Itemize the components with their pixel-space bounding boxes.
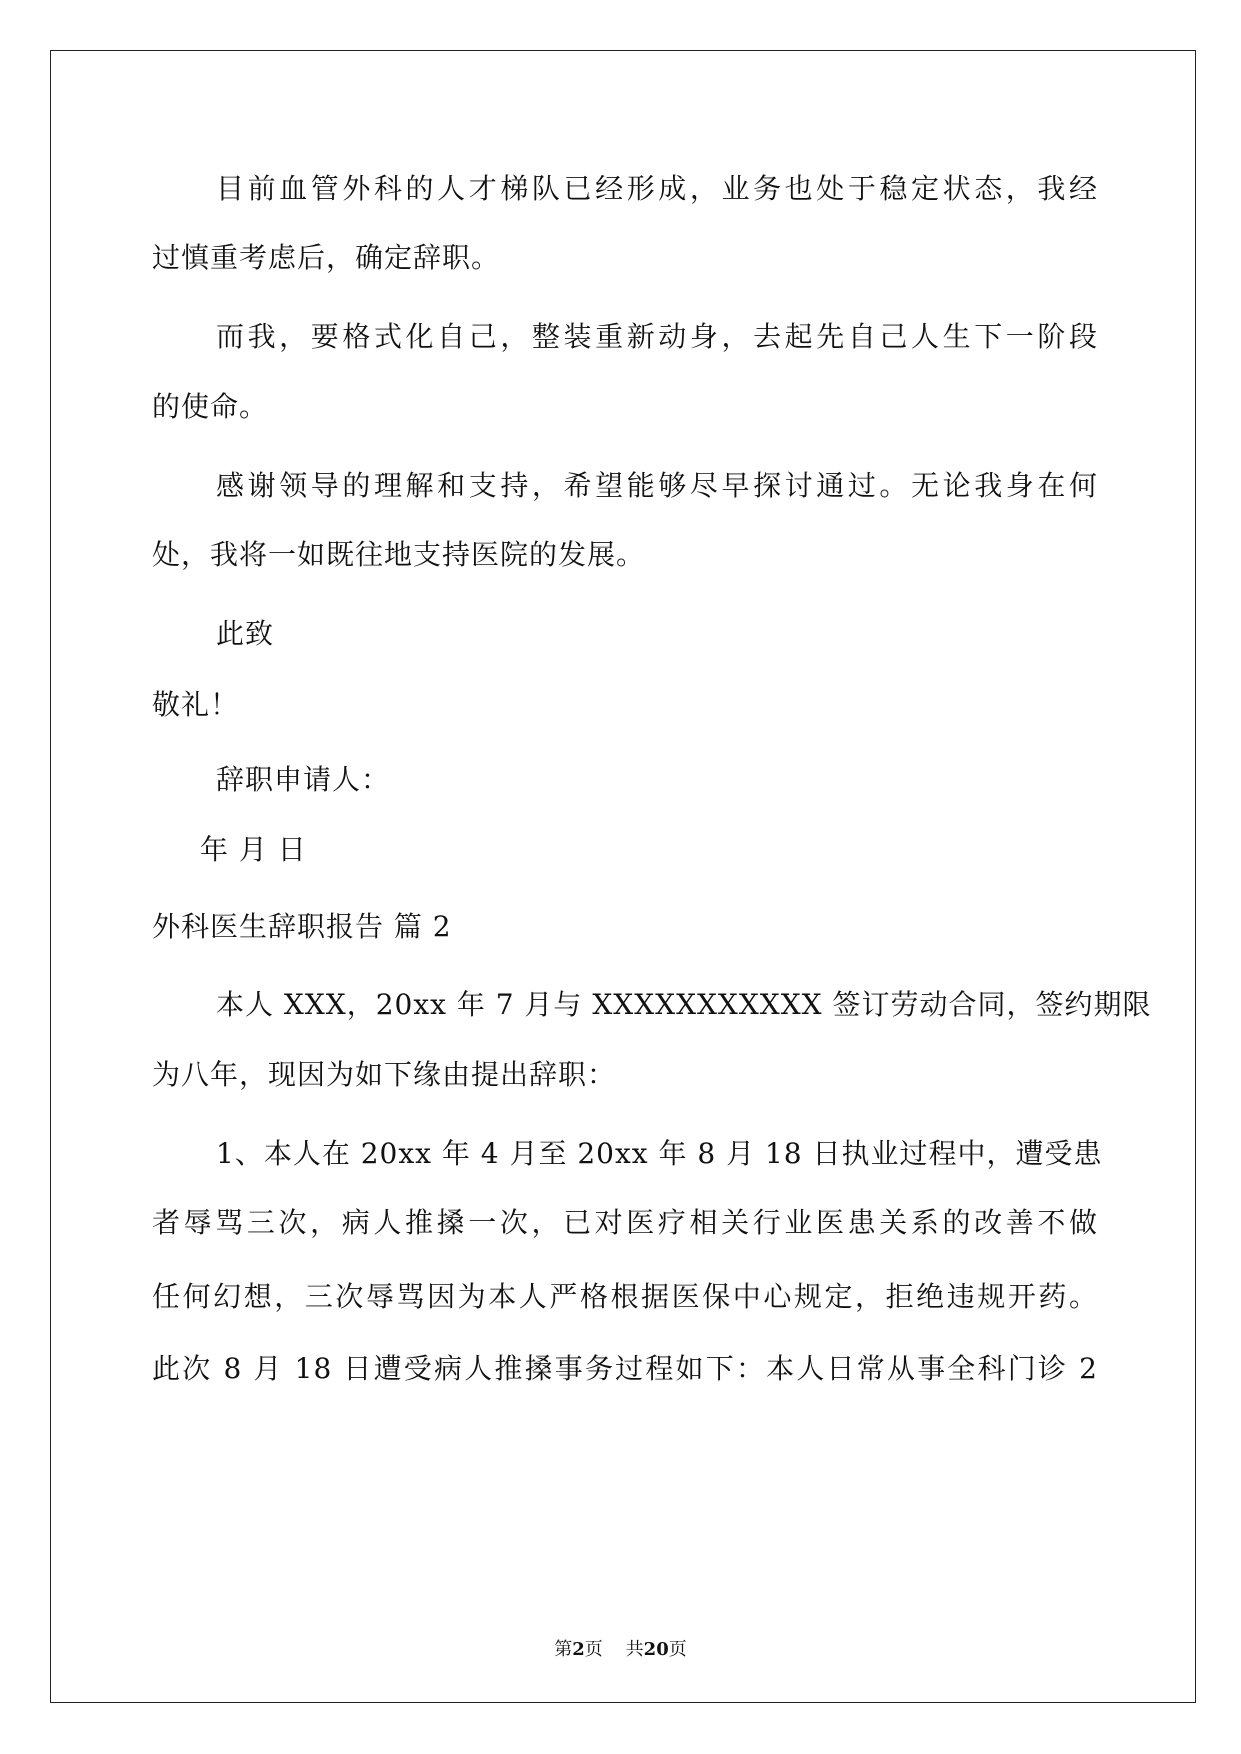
paragraph-line: 本人 XXX，20xx 年 7 月与 XXXXXXXXXXX 签订劳动合同，签约期限 (216, 988, 1152, 1021)
closing-line: 此致 (216, 617, 275, 650)
paragraph-line: 目前血管外科的人才梯队已经形成，业务也处于稳定状态，我经 (216, 172, 1098, 205)
paragraph-line: 过慎重考虑后，确定辞职。 (152, 241, 501, 274)
total-prefix: 共 (625, 1639, 644, 1660)
paragraph-line: 为八年，现因为如下缘由提出辞职： (152, 1058, 617, 1091)
paragraph-line: 此次 8 月 18 日遭受病人推搡事务过程如下：本人日常从事全科门诊 2 (152, 1352, 1098, 1385)
signature-line: 辞职申请人： (216, 763, 391, 796)
paragraph-line: 感谢领导的理解和支持，希望能够尽早探讨通过。无论我身在何 (216, 469, 1098, 502)
total-pages: 20 (643, 1639, 669, 1660)
page-number: 2 (572, 1639, 585, 1660)
page-suffix: 页 (584, 1639, 603, 1660)
page-prefix: 第 (554, 1639, 573, 1660)
date-line: 年 月 日 (200, 833, 307, 866)
page-border (50, 50, 1196, 1703)
total-suffix: 页 (668, 1639, 687, 1660)
paragraph-line: 者辱骂三次，病人推搡一次，已对医疗相关行业医患关系的改善不做 (152, 1206, 1098, 1239)
paragraph-line: 的使命。 (152, 390, 269, 423)
paragraph-line: 任何幻想，三次辱骂因为本人严格根据医保中心规定，拒绝违规开药。 (152, 1280, 1098, 1313)
paragraph-line: 1、本人在 20xx 年 4 月至 20xx 年 8 月 18 日执业过程中，遭受患 (216, 1137, 1103, 1170)
page-footer (0, 1635, 1241, 1661)
section-heading: 外科医生辞职报告 篇 2 (152, 910, 452, 943)
paragraph-line: 处，我将一如既往地支持医院的发展。 (152, 538, 646, 571)
paragraph-line: 而我，要格式化自己，整装重新动身，去起先自己人生下一阶段 (216, 320, 1098, 353)
salutation-line: 敬礼！ (152, 688, 240, 721)
